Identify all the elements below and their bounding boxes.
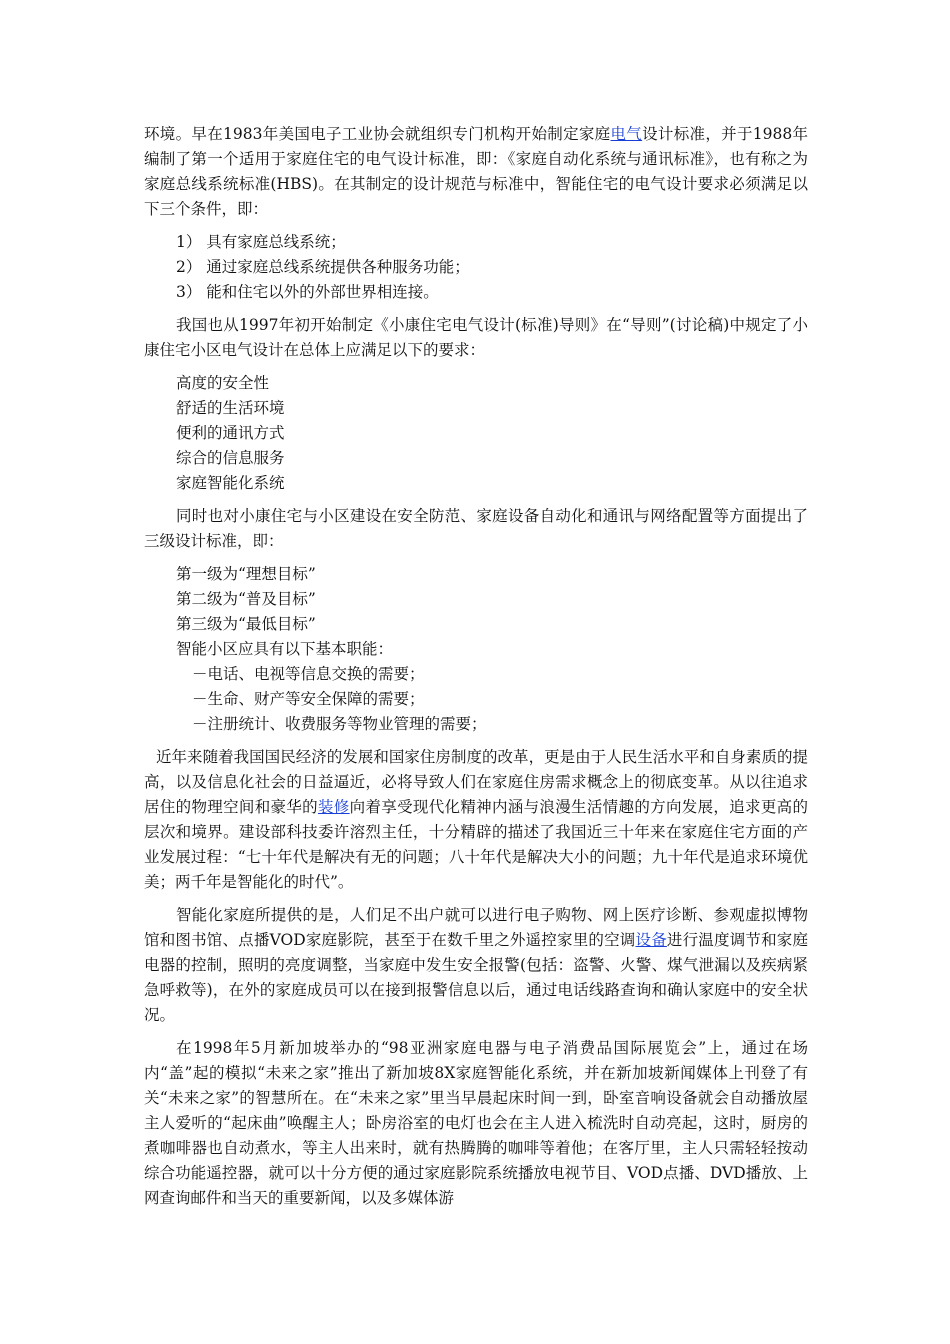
- paragraph-text: 向着享受现代化精神内涵与浪漫生活情趣的方向发展，追求更高的层次和境界。建设部科技委许溶烈主任，十分精辟的描述了我国近三十年来在家庭住宅方面的产业发展过程：“七十年代是解决有无的问题；八十年代是解决大小的问题；九十年代是追求环境优美；两千年是智能化的时代”。: [144, 798, 808, 891]
- function-item: －电话、电视等信息交换的需要；: [192, 665, 425, 683]
- level-item: 第一级为“理想目标”: [176, 565, 316, 583]
- link-decoration[interactable]: 装修: [317, 798, 350, 816]
- requirement-item: 便利的通讯方式: [176, 424, 285, 442]
- paragraph-text: 环境。早在1983年美国电子工业协会就组织专门机构开始制定家庭: [144, 125, 611, 143]
- level-item: 第二级为“普及目标”: [176, 590, 316, 608]
- function-item: －注册统计、收费服务等物业管理的需要；: [192, 715, 487, 733]
- paragraph-text: 进行温度调节和家庭电器的控制，照明的亮度调整，当家庭中发生安全报警(包括：盗警、火警、煤气泄漏以及疾病紧急呼救等)，在外的家庭成员可以在接到报警信息以后，通过电话线路查询和确认家庭中的安全状况。: [144, 931, 808, 1024]
- paragraph-development: [144, 745, 808, 895]
- link-electric[interactable]: 电气: [610, 125, 643, 143]
- requirement-item: 家庭智能化系统: [176, 474, 285, 492]
- requirement-item: 高度的安全性: [176, 374, 270, 392]
- functions-heading: 智能小区应具有以下基本职能：: [176, 640, 394, 658]
- paragraph-smart-home: [144, 903, 808, 1028]
- paragraph-text: 近年来随着我国国民经济的发展和国家住房制度的改革，更是由于人民生活水平和自身素质的提高，以及信息化社会的日益逼近，必将导致人们在家庭住房需求概念上的彻底变革。从以往追求居住的物理空间和豪华的: [144, 748, 808, 816]
- paragraph-text: 设计标准，并于1988年编制了第一个适用于家庭住宅的电气设计标准，即：《家庭自动化系统与通讯标准》，也有称之为家庭总线系统标准(HBS)。在其制定的设计规范与标准中，智能住宅的电气设计要求必须满足以下三个条件，即：: [144, 125, 808, 218]
- level-item: 第三级为“最低目标”: [176, 615, 316, 633]
- paragraph-hbs-standard: [144, 122, 808, 222]
- paragraph-three-levels: 同时也对小康住宅与小区建设在安全防范、家庭设备自动化和通讯与网络配置等方面提出了三级设计标准，即：: [144, 507, 808, 550]
- document-page: [144, 122, 808, 1219]
- requirement-item: 舒适的生活环境: [176, 399, 285, 417]
- paragraph-guideline: 我国也从1997年初开始制定《小康住宅电气设计(标准)导则》在“导则”(讨论稿)中规定了小康住宅小区电气设计在总体上应满足以下的要求：: [144, 316, 808, 359]
- link-equipment[interactable]: 设备: [635, 931, 667, 949]
- function-item: －生命、财产等安全保障的需要；: [192, 690, 425, 708]
- condition-item-2: 2） 通过家庭总线系统提供各种服务功能；: [176, 258, 470, 276]
- paragraph-text: 智能化家庭所提供的是，人们足不出户就可以进行电子购物、网上医疗诊断、参观虚拟博物馆和图书馆、点播VOD家庭影院，甚至于在数千里之外遥控家里的空调: [144, 906, 808, 949]
- paragraph-singapore-expo: 在1998年5月新加坡举办的“98亚洲家庭电器与电子消费品国际展览会”上，通过在场内“盖”起的模拟“未来之家”推出了新加坡8X家庭智能化系统，并在新加坡新闻媒体上刊登了有关“未来之家”的智慧所在。在“未来之家”里当早晨起床时间一到，卧室音响设备就会自动播放屋主人爱听的“起床曲”唤醒主人；卧房浴室的电灯也会在主人进入梳洗时自动亮起，这时，厨房的煮咖啡器也自动煮水，等主人出来时，就有热腾腾的咖啡等着他；在客厅里，主人只需轻轻按动综合功能遥控器，就可以十分方便的通过家庭影院系统播放电视节目、VOD点播、DVD播放、上网查询邮件和当天的重要新闻，以及多媒体游: [144, 1039, 808, 1207]
- condition-item-1: 1） 具有家庭总线系统；: [176, 233, 346, 251]
- condition-item-3: 3） 能和住宅以外的外部世界相连接。: [176, 283, 439, 301]
- requirement-item: 综合的信息服务: [176, 449, 285, 467]
